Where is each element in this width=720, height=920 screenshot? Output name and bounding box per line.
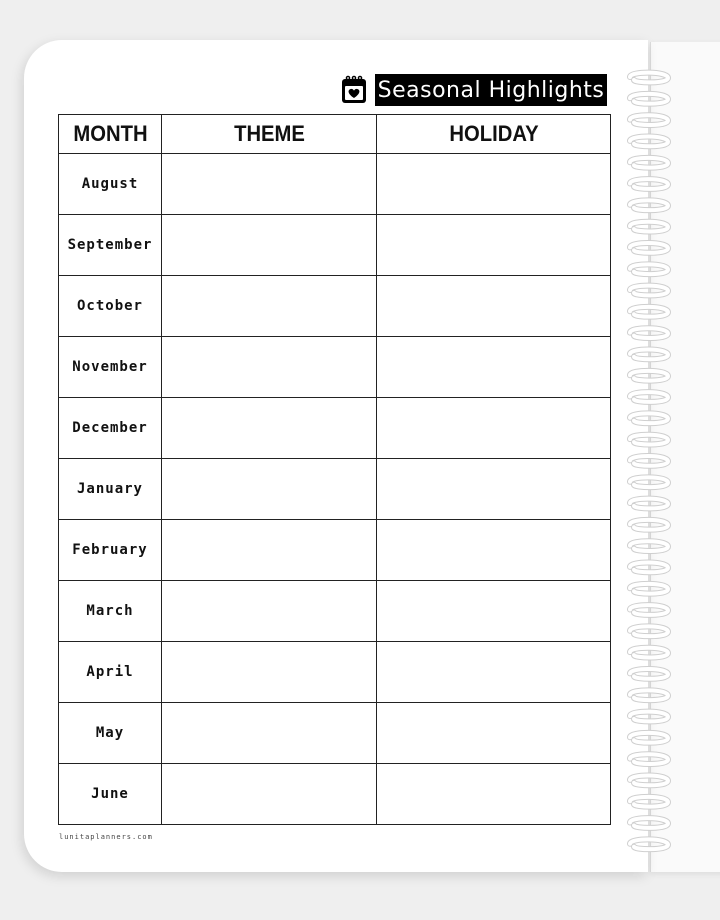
- theme-cell[interactable]: [162, 276, 377, 337]
- spiral-coil: [630, 669, 668, 679]
- month-cell: January: [59, 459, 162, 520]
- spiral-coil: [630, 818, 668, 828]
- spiral-coil: [630, 456, 668, 466]
- holiday-cell[interactable]: [377, 276, 611, 337]
- spiral-coil: [630, 243, 668, 253]
- table-header-row: [59, 115, 611, 154]
- spiral-coil: [630, 626, 668, 636]
- spiral-coil: [630, 435, 668, 445]
- month-cell: June: [59, 764, 162, 825]
- table-row: [59, 581, 611, 642]
- spiral-coil: [630, 158, 668, 168]
- month-cell: April: [59, 642, 162, 703]
- month-cell: May: [59, 703, 162, 764]
- theme-cell[interactable]: [162, 520, 377, 581]
- month-cell: November: [59, 337, 162, 398]
- table-row: [59, 276, 611, 337]
- holiday-cell[interactable]: [377, 215, 611, 276]
- theme-cell[interactable]: [162, 398, 377, 459]
- spiral-coil: [630, 605, 668, 615]
- spiral-coil: [630, 115, 668, 125]
- month-cell: March: [59, 581, 162, 642]
- spiral-coil: [630, 839, 668, 849]
- spiral-coil: [630, 307, 668, 317]
- holiday-cell[interactable]: [377, 154, 611, 215]
- holiday-cell[interactable]: [377, 764, 611, 825]
- spiral-coil: [630, 371, 668, 381]
- spiral-coil: [630, 648, 668, 658]
- theme-cell[interactable]: [162, 581, 377, 642]
- spiral-coil: [630, 73, 668, 83]
- spiral-coil: [630, 264, 668, 274]
- spiral-coil: [630, 541, 668, 551]
- spiral-coil: [630, 690, 668, 700]
- spiral-coil: [630, 733, 668, 743]
- spiral-coil: [630, 222, 668, 232]
- spiral-coil: [630, 179, 668, 189]
- page-title: Seasonal Highlights: [375, 74, 607, 106]
- spiral-binding: [620, 64, 680, 854]
- holiday-cell[interactable]: [377, 459, 611, 520]
- holiday-cell[interactable]: [377, 398, 611, 459]
- spiral-coil: [630, 797, 668, 807]
- month-cell: October: [59, 276, 162, 337]
- footer-website: lunitaplanners.com: [59, 833, 153, 841]
- theme-cell[interactable]: [162, 154, 377, 215]
- table-row: [59, 764, 611, 825]
- spiral-coil: [630, 413, 668, 423]
- month-cell: September: [59, 215, 162, 276]
- spiral-coil: [630, 94, 668, 104]
- spiral-coil: [630, 392, 668, 402]
- calendar-heart-icon: [340, 75, 368, 105]
- spiral-coil: [630, 350, 668, 360]
- holiday-cell[interactable]: [377, 520, 611, 581]
- holiday-column-header: HOLIDAY: [386, 115, 601, 154]
- month-cell: August: [59, 154, 162, 215]
- table-row: [59, 703, 611, 764]
- spiral-coil: [630, 754, 668, 764]
- spiral-coil: [630, 137, 668, 147]
- theme-cell[interactable]: [162, 642, 377, 703]
- holiday-cell[interactable]: [377, 337, 611, 398]
- spiral-coil: [630, 477, 668, 487]
- theme-column-header: THEME: [170, 115, 368, 154]
- holiday-cell[interactable]: [377, 642, 611, 703]
- theme-cell[interactable]: [162, 764, 377, 825]
- spiral-coil: [630, 328, 668, 338]
- holiday-cell[interactable]: [377, 581, 611, 642]
- spiral-coil: [630, 563, 668, 573]
- holiday-cell[interactable]: [377, 703, 611, 764]
- table-row: [59, 398, 611, 459]
- spiral-coil: [630, 520, 668, 530]
- table-row: [59, 459, 611, 520]
- spiral-coil: [630, 200, 668, 210]
- table-row: [59, 520, 611, 581]
- spiral-coil: [630, 286, 668, 296]
- theme-cell[interactable]: [162, 459, 377, 520]
- spiral-coil: [630, 499, 668, 509]
- page-header: [340, 74, 607, 106]
- table-row: [59, 337, 611, 398]
- seasonal-highlights-table: [58, 114, 611, 825]
- spiral-coil: [630, 584, 668, 594]
- theme-cell[interactable]: [162, 337, 377, 398]
- table-row: [59, 642, 611, 703]
- spiral-coil: [630, 776, 668, 786]
- table-row: [59, 215, 611, 276]
- table-row: [59, 154, 611, 215]
- spiral-coil: [630, 712, 668, 722]
- month-cell: December: [59, 398, 162, 459]
- theme-cell[interactable]: [162, 215, 377, 276]
- month-cell: February: [59, 520, 162, 581]
- month-column-header: MONTH: [63, 115, 158, 154]
- theme-cell[interactable]: [162, 703, 377, 764]
